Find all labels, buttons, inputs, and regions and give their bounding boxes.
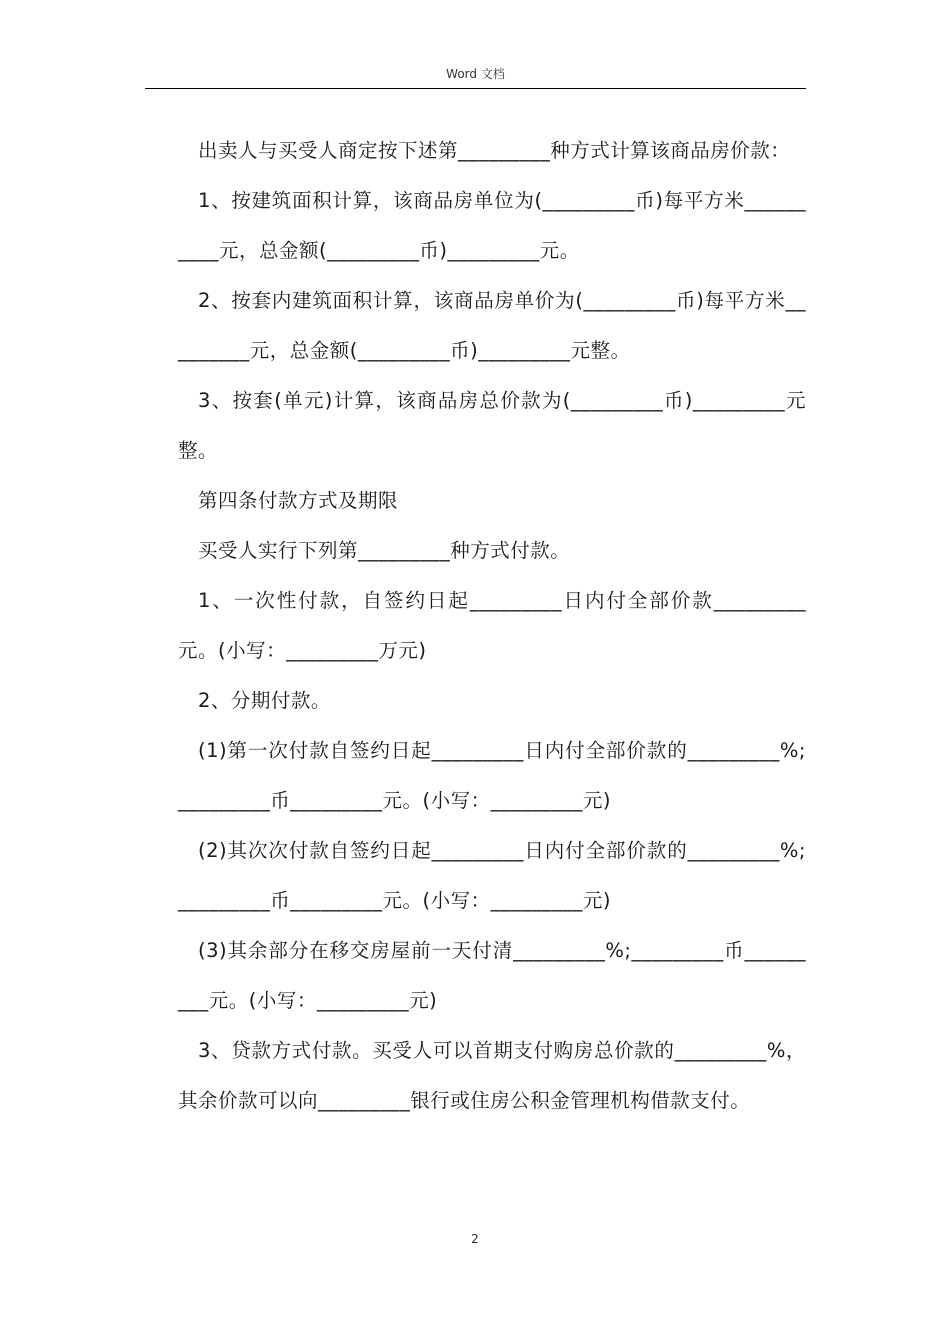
paragraph-loan: 3、贷款方式付款。买受人可以首期支付购房总价款的_________%，其余价款可以向_________银行或住房公积金管理机构借款支付。 — [178, 1039, 806, 1112]
paragraph-price-method: 出卖人与买受人商定按下述第_________种方式计算该商品房价款： — [198, 139, 791, 162]
paragraph-payment-method: 买受人实行下列第_________种方式付款。 — [198, 539, 571, 562]
paragraph-by-inner-area: 2、按套内建筑面积计算，该商品房单价为(_________币)每平方米_________元，总金额(_________币)_________元整。 — [178, 289, 806, 362]
page-number: 2 — [471, 1232, 479, 1246]
paragraph-installments: 2、分期付款。 — [198, 689, 331, 712]
document-body — [178, 126, 806, 1126]
paragraph-by-unit: 3、按套(单元)计算，该商品房总价款为(_________币)_________元整。 — [178, 389, 806, 462]
paragraph-installment-3: (3)其余部分在移交房屋前一天付清_________%;_________币_________元。(小写：_________元) — [178, 939, 806, 1012]
paragraph-by-building-area: 1、按建筑面积计算，该商品房单位为(_________币)每平方米__________元，总金额(_________币)_________元。 — [178, 189, 806, 262]
page-header — [145, 66, 806, 88]
paragraph-lump-sum: 1、一次性付款，自签约日起_________日内付全部价款_________元。(小写：_________万元) — [178, 589, 806, 662]
page-footer — [0, 1232, 950, 1246]
header-title: Word 文档 — [446, 67, 505, 81]
header-divider — [145, 88, 806, 89]
paragraph-installment-1: (1)第一次付款自签约日起_________日内付全部价款的_________%;_________币_________元。(小写：_________元) — [178, 739, 806, 812]
section-heading-article-4: 第四条付款方式及期限 — [198, 489, 399, 512]
paragraph-installment-2: (2)其次次付款自签约日起_________日内付全部价款的_________%;_________币_________元。(小写：_________元) — [178, 839, 806, 912]
